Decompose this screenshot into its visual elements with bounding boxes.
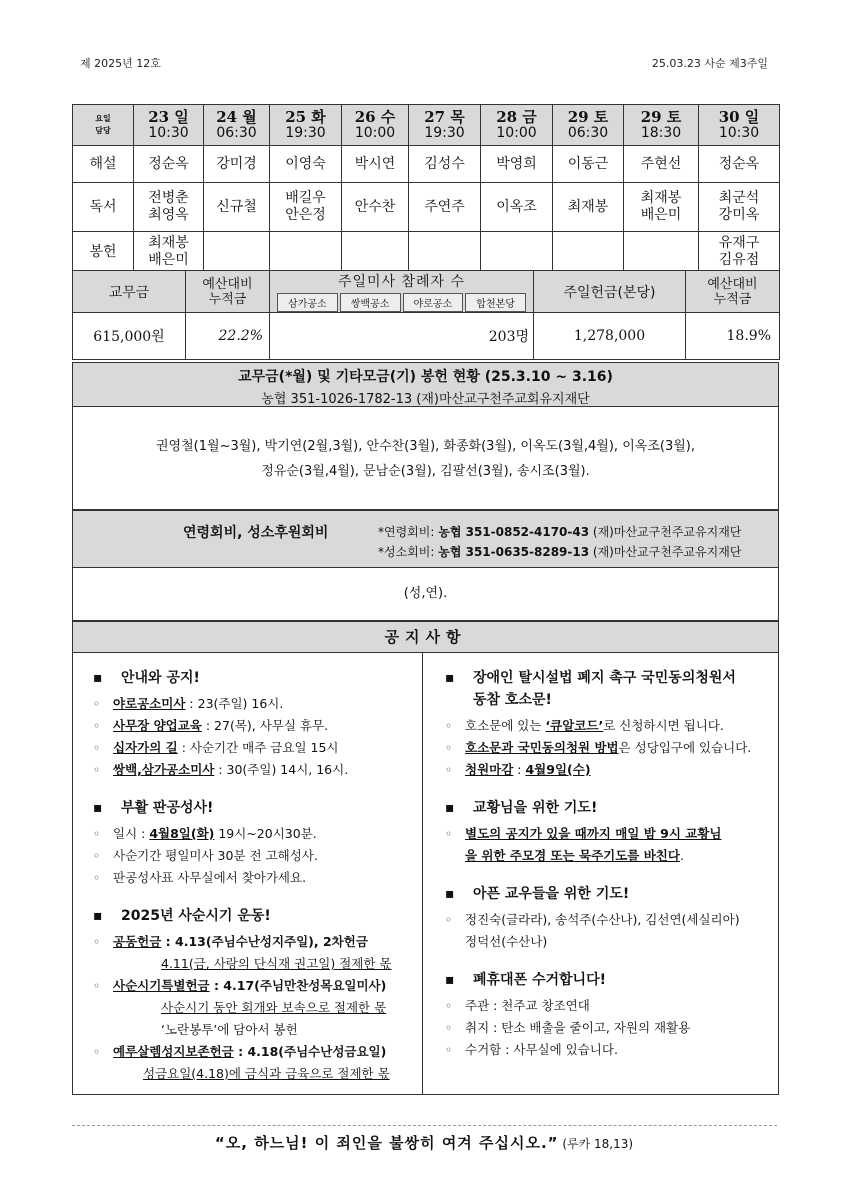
- day-cell: [342, 105, 409, 146]
- mass-time: 19:30: [285, 125, 326, 141]
- acct-bank: 농협 351-0635-8289-13: [438, 545, 590, 559]
- duty-cell: 박시연: [342, 146, 409, 183]
- duty-cell: 신규철: [204, 183, 270, 232]
- item-key: 청원마감: [465, 762, 514, 777]
- notice-section: [445, 667, 768, 781]
- donor-list-line-2: 정유순(3월,4월), 문남순(3월), 김팔선(3월), 송시조(3월).: [261, 464, 590, 479]
- notice-section: [93, 905, 422, 1085]
- item-key: ‘큐알코드’: [545, 718, 604, 733]
- mass-time: 10:00: [496, 125, 537, 141]
- mass-time: 10:30: [148, 125, 189, 141]
- duty-cell: [270, 232, 342, 273]
- duty-cell: 주연주: [409, 183, 481, 232]
- item-text: 별도의 공지가 있을 때까지 매일 밤 9시 교황님: [465, 826, 722, 841]
- donor-list-line-1: 권영철(1월~3월), 박기연(2월,3월), 안수찬(3월), 화종화(3월), 이옥도(3월,4월), 이옥조(3월),: [156, 439, 695, 454]
- duty-cell: [342, 232, 409, 273]
- attendance-value: 203명: [270, 313, 534, 360]
- duty-cell: [409, 232, 481, 273]
- list-item: [93, 997, 422, 1019]
- item-key: 십자가의 길: [113, 740, 178, 755]
- list-item: ◦ 수거함 : 사무실에 있습니다.: [445, 1039, 768, 1061]
- day-cell: [270, 105, 342, 146]
- day-cell: [624, 105, 699, 146]
- item-note: 4.11(금, 사랑의 단식재 권고일) 절제한 몫: [161, 956, 392, 971]
- mass-time: 06:30: [567, 125, 609, 141]
- duty-cell: [624, 232, 699, 273]
- notice-section: [445, 883, 768, 953]
- duty-cell: 김성수: [409, 146, 481, 183]
- mission-yaro: 야로공소: [403, 293, 464, 312]
- list-item: [93, 1063, 422, 1085]
- day-cell: [481, 105, 553, 146]
- day-label: 29 토: [640, 108, 682, 126]
- day-label: 27 목: [424, 108, 465, 126]
- item-value: : 4.18(주님수난성금요일): [233, 1044, 387, 1059]
- duty-cell: 이옥조: [481, 183, 553, 232]
- item-key: 일시 :: [113, 826, 150, 841]
- item-value: : 사순기간 매주 금요일 15시: [177, 740, 339, 755]
- notice-section: [93, 797, 422, 889]
- schedule-row-offering: [73, 232, 780, 273]
- duty-cell: 박영희: [481, 146, 553, 183]
- notice-section: [445, 797, 768, 867]
- item-text: 로 신청하시면 됩니다.: [603, 718, 724, 733]
- row-label: 해설: [73, 146, 134, 183]
- duty-cell: 정순옥: [134, 146, 204, 183]
- mission-samga: 삼가공소: [277, 293, 338, 312]
- section-title: ▪ 교황님을 위한 기도!: [445, 797, 768, 819]
- finance-table: [72, 270, 780, 360]
- mass-time: 10:30: [718, 125, 760, 141]
- duty-cell: 정순옥: [699, 146, 780, 183]
- day-cell: [409, 105, 481, 146]
- membership-title: 연령회비, 성소후원회비: [183, 525, 329, 541]
- donation-account: 농협 351-1026-1782-13 (재)마산교구천주교회유지재단: [261, 392, 590, 407]
- item-value: : 23(주일) 16시.: [185, 696, 284, 711]
- section-title: ▪ 부활 판공성사!: [93, 797, 422, 819]
- list-item: [93, 693, 422, 715]
- schedule-corner: [73, 105, 134, 146]
- section-title: ▪ 안내와 공지!: [93, 667, 422, 689]
- item-value: 19시~20시30분.: [214, 826, 317, 841]
- item-date: 4월8일(화): [149, 826, 215, 841]
- budget-ratio-label: 예산대비 누적금: [186, 271, 270, 313]
- mission-ssangbaek: 쌍백공소: [340, 293, 401, 312]
- duty-cell: 최군석 강미옥: [699, 183, 780, 232]
- donation-body: [72, 406, 779, 510]
- schedule-row-reading: [73, 183, 780, 232]
- list-item: [93, 759, 422, 781]
- duty-cell: 이동근: [553, 146, 624, 183]
- duty-cell: [481, 232, 553, 273]
- footer-quote: [0, 1132, 848, 1153]
- quote-text: “오, 하느님! 이 죄인을 불쌍히 여겨 주십시오.”: [214, 1134, 559, 1152]
- duty-cell: 최재봉 배은미: [134, 232, 204, 273]
- issue-number: 제 2025년 12호: [80, 57, 161, 70]
- day-label: 25 화: [285, 108, 326, 126]
- list-item: [93, 715, 422, 737]
- membership-body: (성,연).: [72, 567, 779, 621]
- budget-ratio-value-2: 18.9%: [686, 313, 780, 360]
- corner-day-label: 요일: [95, 114, 111, 123]
- list-item: [93, 975, 422, 997]
- item-note: 성금요일(4.18)에 금식과 금육으로 절제한 몫: [143, 1066, 390, 1081]
- day-label: 26 수: [354, 108, 396, 126]
- item-text: 은 성당입구에 있습니다.: [618, 740, 752, 755]
- duty-cell: 최재봉 배은미: [624, 183, 699, 232]
- duty-cell: 안수찬: [342, 183, 409, 232]
- duty-cell: 전병춘 최영옥: [134, 183, 204, 232]
- issue-date: 25.03.23 사순 제3주일: [651, 57, 768, 70]
- item-note: 사순시기 동안 회개와 보속으로 절제한 몫: [161, 1000, 387, 1015]
- acct-org: (재)마산교구천주교유지재단: [589, 545, 742, 559]
- notice-header: 공지사항: [72, 621, 779, 653]
- item-key: 사순시기특별헌금: [113, 978, 210, 993]
- offering-label: 주일헌금(본당): [534, 271, 686, 313]
- duty-cell: 주현선: [624, 146, 699, 183]
- schedule-row-commentary: [73, 146, 780, 183]
- section-title: ▪ 폐휴대폰 수거합니다!: [445, 969, 768, 991]
- notice-left-column: [73, 653, 423, 1094]
- finance-header-row: [73, 271, 780, 313]
- day-cell: [699, 105, 780, 146]
- day-label: 23 일: [148, 108, 189, 126]
- acct-bank: 농협 351-0852-4170-43: [438, 525, 590, 539]
- row-label: 독서: [73, 183, 134, 232]
- schedule-table: [72, 104, 780, 273]
- schedule-header-row: [73, 105, 780, 146]
- list-item: [445, 715, 768, 737]
- item-text: 호소문에 있는: [465, 718, 546, 733]
- item-date: 4월9일(수): [525, 762, 591, 777]
- acct-label: *연령회비:: [378, 525, 439, 539]
- memorial-fee-account: [378, 523, 741, 540]
- item-text: 을 위한 주모경 또는 묵주기도를 바친다: [465, 848, 680, 863]
- list-item: ◦ 판공성사표 사무실에서 찾아가세요.: [93, 867, 422, 889]
- finance-value-row: [73, 313, 780, 360]
- item-key: 호소문과 국민동의청원 방법: [465, 740, 619, 755]
- day-label: 29 토: [567, 108, 609, 126]
- duty-cell: 이영숙: [270, 146, 342, 183]
- membership-header: [72, 510, 779, 568]
- list-item: [445, 823, 768, 845]
- donation-header: [72, 362, 779, 407]
- item-key: 예루살렘성지보존헌금: [113, 1044, 234, 1059]
- item-text: :: [513, 762, 526, 777]
- section-title-cont: 동참 호소문!: [473, 692, 552, 708]
- list-item: ◦ 사순기간 평일미사 30분 전 고해성사.: [93, 845, 422, 867]
- list-item: [93, 953, 422, 975]
- item-value: : 4.13(주님수난성지주일), 2차헌금: [161, 934, 368, 949]
- list-item: ◦ 주관 : 천주교 창조연대: [445, 995, 768, 1017]
- list-item: [445, 737, 768, 759]
- list-item: ◦ 취지 : 탄소 배출을 줄이고, 자원의 재활용: [445, 1017, 768, 1039]
- list-item: 정덕선(수산나): [465, 934, 548, 949]
- duty-cell: 유재구 김유점: [699, 232, 780, 273]
- notice-section: [93, 667, 422, 781]
- budget-ratio-value: 22.2%: [186, 313, 270, 360]
- item-key: 쌍백,삼가공소미사: [113, 762, 215, 777]
- day-label: 24 월: [216, 108, 257, 126]
- list-item: [93, 737, 422, 759]
- section-title: ▪ 아픈 교우들을 위한 기도!: [445, 883, 768, 905]
- kyomugeum-label: 교무금: [73, 271, 186, 313]
- offering-value: 1,278,000: [534, 313, 686, 360]
- day-label: 28 금: [496, 108, 537, 126]
- list-item: [445, 759, 768, 781]
- duty-cell: 최재봉: [553, 183, 624, 232]
- notice-section: [445, 969, 768, 1061]
- acct-label: *성소회비:: [378, 545, 439, 559]
- donation-title: 교무금(*월) 및 기타모금(기) 봉헌 현황 (25.3.10 ~ 3.16): [238, 369, 613, 385]
- item-key: 사무장 양업교육: [113, 718, 202, 733]
- list-item: [93, 823, 422, 845]
- day-label: 30 일: [718, 108, 760, 126]
- item-key: 야로공소미사: [113, 696, 186, 711]
- item-value: : 27(목), 사무실 휴무.: [201, 718, 329, 733]
- parish-hapcheon: 합천본당: [465, 293, 526, 312]
- mass-time: 06:30: [216, 125, 257, 141]
- quote-source: (루카 18,13): [558, 1137, 634, 1151]
- kyomugeum-value: 615,000원: [73, 313, 186, 360]
- notice-body: [72, 652, 779, 1095]
- attendance-subheaders: [276, 293, 527, 312]
- duty-cell: 배길우 안은정: [270, 183, 342, 232]
- mass-time: 10:00: [354, 125, 396, 141]
- duty-cell: 강미경: [204, 146, 270, 183]
- budget-ratio-label-2: 예산대비 누적금: [686, 271, 780, 313]
- acct-org: (재)마산교구천주교유지재단: [589, 525, 742, 539]
- duty-cell: [553, 232, 624, 273]
- footer-divider: [72, 1125, 777, 1126]
- attendance-header: [270, 271, 534, 313]
- row-label: 봉헌: [73, 232, 134, 273]
- attendance-label: 주일미사 참례자 수: [337, 274, 466, 290]
- list-item: 을 위한 주모경 또는 묵주기도를 바친다.: [465, 848, 684, 863]
- day-cell: [204, 105, 270, 146]
- list-item: ◦ 정진숙(글라라), 송석주(수산나), 김선연(세실리아): [445, 909, 768, 931]
- corner-duty-label: 담당: [95, 126, 111, 135]
- item-value: : 4.17(주님만찬성목요일미사): [209, 978, 387, 993]
- day-cell: [134, 105, 204, 146]
- section-title: ▪ 2025년 사순시기 운동!: [93, 905, 422, 927]
- section-title: ▪ 장애인 탈시설법 폐지 촉구 국민동의청원서: [445, 667, 768, 689]
- vocation-fee-account: [378, 543, 741, 560]
- mass-time: 18:30: [640, 125, 682, 141]
- notice-right-column: [423, 653, 778, 1094]
- mass-time: 19:30: [424, 125, 465, 141]
- list-item: [93, 1041, 422, 1063]
- item-key: 공동헌금: [113, 934, 162, 949]
- item-value: : 30(주일) 14시, 16시.: [214, 762, 349, 777]
- duty-cell: [204, 232, 270, 273]
- day-cell: [553, 105, 624, 146]
- list-item: ‘노란봉투’에 담아서 봉헌: [161, 1022, 298, 1037]
- list-item: [93, 931, 422, 953]
